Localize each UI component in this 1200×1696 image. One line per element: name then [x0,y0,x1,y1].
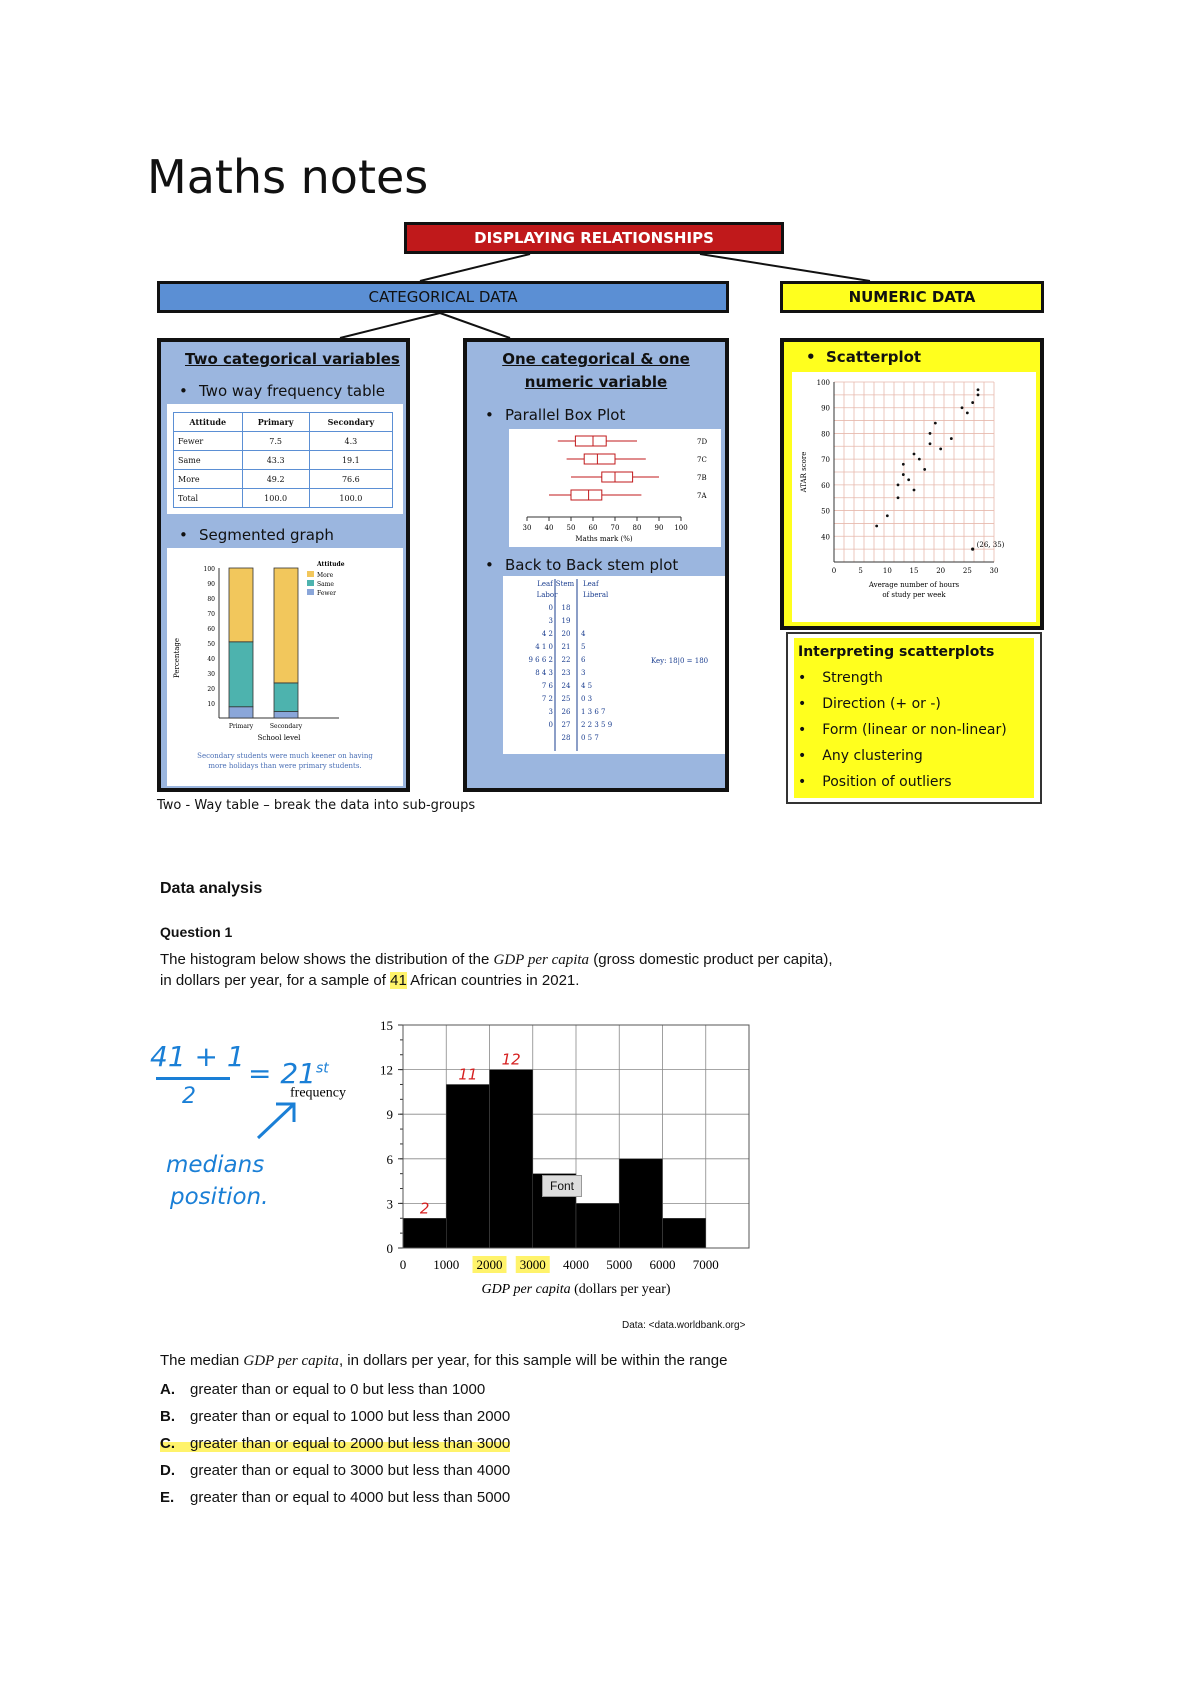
question-text-1-italic: GDP per capita [493,952,590,968]
scatter-point [897,483,900,486]
box-tick-label: 80 [632,524,642,532]
stem-key: Key: 18|0 = 180 [651,657,709,665]
scatter-y-tick: 50 [821,507,830,516]
scatter-x-tick: 30 [989,567,999,575]
interpreting-item-text: Form (linear or non-linear) [822,722,1007,738]
scatter-y-tick: 90 [821,404,830,413]
section-heading: Data analysis [160,880,263,897]
seg-y-tick: 80 [207,596,215,603]
stem-right-leaf: 3 [581,669,586,677]
stem-value: 23 [561,669,571,677]
hist-bar [403,1218,446,1248]
interpreting-item [798,748,923,764]
box-body [575,436,606,446]
scatter-point [977,393,980,396]
box-body [571,490,602,500]
box-body [602,472,633,482]
segmented-graph-box [167,548,403,786]
parallel-box-plot [509,429,721,547]
hist-x-label-italic: GDP per capita [481,1282,571,1297]
scatter-point [950,437,953,440]
seg-x-tick: Secondary [269,723,303,730]
seg-x-tick: Primary [228,723,254,730]
seg-y-label: Percentage [173,637,181,679]
hist-x-tick: 2000 [476,1257,503,1272]
scatter-y-tick: 80 [821,430,830,439]
seg-y-tick: 90 [207,581,215,588]
seg-x-label: School level [257,734,301,742]
frequency-table [173,412,393,508]
hist-x-tick: 4000 [563,1257,589,1272]
box-tick-label: 50 [566,524,576,532]
scatter-annotation: (26, 35) [976,541,1005,550]
seg-legend-label: Same [317,581,334,588]
hist-bar [663,1218,706,1248]
scatter-point [902,463,905,466]
table-header-cell: Secondary [309,413,392,432]
option-text: greater than or equal to 2000 but less than 3000 [190,1435,511,1452]
two-categorical-title: Two categorical variables [185,350,400,368]
scatter-point [929,442,932,445]
table-header-cell: Attitude [174,413,243,432]
hist-y-tick: 3 [386,1196,393,1212]
table-cell: 43.3 [242,451,309,470]
highlight-41: 41 [390,972,407,989]
hist-handwritten-count: 2 [419,1199,430,1218]
stem-header: Leaf [583,580,599,588]
scatter-point [913,489,916,492]
scatter-point [929,432,932,435]
scatter-x-tick: 15 [909,567,919,575]
stem-right-leaf: 0 5 7 [581,734,599,742]
box-plot-box [509,429,721,547]
seg-bar-same [229,642,253,707]
interpreting-inner [794,638,1034,798]
seg-y-tick: 60 [207,626,215,633]
stem-left-leaf: 8 4 3 [535,669,553,677]
table-cell: More [174,470,243,489]
scatter-x-tick: 0 [831,567,837,575]
box-group-label: 7B [697,474,707,482]
interpreting-item [798,670,883,686]
seg-legend-label: More [317,572,334,579]
hist-bar [490,1070,533,1248]
box-tick-label: 60 [588,524,598,532]
seg-caption-1: Secondary students were much keener on having [197,752,373,760]
scatter-point [902,473,905,476]
scatter-point [907,478,910,481]
scatter-y-tick: 60 [821,481,830,490]
interpreting-item-text: Strength [822,670,883,686]
scatter-y-tick: 70 [821,456,830,465]
stem-left-leaf: 0 [548,604,553,612]
hist-x-tick: 6000 [649,1257,676,1272]
bullet-dot: • [798,696,807,712]
table-cell: 19.1 [309,451,392,470]
stem-left-leaf: 0 [548,721,553,729]
stem-value: 22 [561,656,571,664]
hist-y-tick: 15 [380,1018,393,1033]
stem-header: Leaf [537,580,553,588]
table-row [174,489,393,508]
scatter-x-tick: 25 [962,567,972,575]
hist-bar [619,1159,662,1248]
stem-left-leaf: 9 6 6 2 [528,656,553,664]
scatterplot-box [792,372,1036,622]
option-letter: C. [160,1435,175,1452]
handwritten-result-text: = 21 [248,1057,316,1090]
seg-y-tick: 100 [203,566,215,573]
scatterplot-panel [780,338,1044,630]
scatter-point [875,525,878,528]
stem-right-leaf: 4 5 [581,682,593,690]
hist-handwritten-count: 11 [458,1065,478,1084]
scatter-point [913,453,916,456]
scatter-x-tick: 5 [858,567,863,575]
stem-value: 20 [561,630,571,638]
seg-bar-same [274,683,298,712]
stem-value: 24 [561,682,571,690]
scatter-y-tick: 40 [821,533,830,542]
seg-y-tick: 50 [207,641,215,648]
stem-header: Stem [555,580,575,588]
table-row [174,451,393,470]
seg-y-tick: 10 [207,701,215,708]
stem-right-leaf: 5 [581,643,586,651]
hist-x-tick: 7000 [692,1257,719,1272]
stem-right-leaf: 1 3 6 7 [581,708,606,716]
parallel-box-plot-bullet: • Parallel Box Plot [505,406,625,424]
frequency-table-box [167,404,403,514]
stem-value: 25 [561,695,571,703]
hist-handwritten-count: 12 [501,1050,521,1069]
stem-left-leaf: 3 [548,617,553,625]
scatter-point [977,388,980,391]
handwritten-arrow [250,1094,310,1146]
interpreting-item [798,696,941,712]
hist-x-tick: 3000 [519,1257,546,1272]
seg-bar-more [229,568,253,642]
scatterplot [792,372,1036,622]
seg-legend-swatch [307,571,314,577]
categorical-data-header: CATEGORICAL DATA [157,281,729,313]
one-categorical-title-2: numeric variable [524,373,668,391]
table-cell: Same [174,451,243,470]
answer-option[interactable] [160,1408,510,1425]
stem-right-leaf: 2 2 3 5 9 [581,721,613,729]
table-cell: 49.2 [242,470,309,489]
stem-plot-box [503,576,725,754]
bullet-dot: • [798,774,807,790]
data-source: Data: <data.worldbank.org> [622,1320,746,1331]
stem-left-leaf: 4 2 [541,630,553,638]
option-text: greater than or equal to 3000 but less than 4000 [190,1462,511,1479]
option-letter: A. [160,1381,175,1398]
one-categorical-panel [463,338,729,792]
question-stem-pre: The median [160,1352,244,1369]
scatter-point [897,496,900,499]
scatter-y-label: ATAR score [800,451,808,493]
seg-y-tick: 30 [207,671,215,678]
stem-right-leaf: 0 3 [581,695,593,703]
interpreting-item-text: Any clustering [822,748,923,764]
box-group-label: 7D [697,438,708,446]
table-cell: Total [174,489,243,508]
two-way-table-bullet: • Two way frequency table [199,382,385,400]
scatter-x-tick: 20 [936,567,946,575]
interpreting-item-text: Position of outliers [822,774,952,790]
answer-option[interactable] [160,1489,510,1506]
scatter-point [923,468,926,471]
hist-bar [446,1084,489,1248]
question-stem [160,1352,727,1370]
option-letter: D. [160,1462,175,1479]
seg-caption-2: more holidays than were primary students. [208,762,362,770]
seg-bar-fewer [274,712,298,718]
scatter-point [934,422,937,425]
question-text-line2 [160,972,579,989]
stem-right-leaf: 6 [581,656,586,664]
seg-y-tick: 40 [207,656,215,663]
question-text-1-pre: The histogram below shows the distribution of the [160,951,494,968]
scatter-point [886,514,889,517]
seg-y-tick: 20 [207,686,215,693]
seg-legend-title: Attitude [317,561,345,568]
scatter-x-label-2: of study per week [882,591,946,599]
box-tick-label: 90 [654,524,664,532]
hist-y-tick: 0 [386,1241,393,1256]
seg-bar-fewer [229,707,253,718]
scatter-x-label-1: Average number of hours [868,581,960,589]
option-letter: E. [160,1489,175,1506]
stem-value: 27 [561,721,571,729]
displaying-relationships-header: DISPLAYING RELATIONSHIPS [404,222,784,254]
seg-bar-more [274,568,298,683]
segmented-graph-bullet: • Segmented graph [199,526,334,544]
hist-x-tick: 5000 [606,1257,633,1272]
bullet-dot: • [798,670,807,686]
handwritten-position: position. [170,1184,269,1210]
box-tick-label: 70 [610,524,620,532]
relationships-diagram [0,0,1200,820]
stem-value: 18 [561,604,571,612]
table-header-row [174,413,393,432]
hist-y-tick: 9 [386,1107,393,1123]
question-text-line1 [160,951,833,969]
interpreting-title: Interpreting scatterplots [798,644,995,660]
box-group-label: 7A [697,492,707,500]
question-stem-post: , in dollars per year, for this sample will be within the range [338,1352,728,1369]
option-text: greater than or equal to 1000 but less than 2000 [190,1408,511,1425]
answer-option[interactable] [160,1381,485,1398]
table-cell: 76.6 [309,470,392,489]
answer-option[interactable] [160,1435,510,1452]
cutoff-caption [157,798,577,813]
two-categorical-panel [157,338,410,792]
question-text-2-post: African countries in 2021. [406,972,580,989]
table-cell: 4.3 [309,432,392,451]
scatter-x-tick: 10 [882,567,892,575]
stem-value: 21 [561,643,571,651]
hist-y-tick: 6 [386,1151,393,1167]
stem-right-leaf: 4 [581,630,586,638]
handwritten-superscript: st [316,1060,329,1077]
table-row [174,432,393,451]
handwritten-denominator: 2 [182,1084,196,1109]
option-letter: B. [160,1408,175,1425]
table-cell: 100.0 [309,489,392,508]
font-tooltip[interactable]: Font [542,1175,582,1197]
stem-sub: Liberal [583,591,609,599]
box-x-label: Maths mark (%) [575,535,633,543]
table-header-cell: Primary [242,413,309,432]
scatter-point [961,406,964,409]
stem-left-leaf: 7 6 [541,682,553,690]
box-group-label: 7C [697,456,707,464]
box-tick-label: 40 [544,524,554,532]
hist-bar [576,1203,619,1248]
stem-left-leaf: 3 [548,708,553,716]
stem-left-leaf: 4 1 0 [535,643,553,651]
question-text-1-post: (gross domestic product per capita), [589,951,833,968]
scatter-outlier [971,548,974,551]
stem-left-leaf: 7 2 [541,695,553,703]
one-categorical-title-1: One categorical & one [502,350,690,368]
option-text: greater than or equal to 0 but less than 1000 [190,1381,486,1398]
stem-plot-bullet: • Back to Back stem plot [505,556,678,574]
seg-legend-swatch [307,589,314,595]
interpreting-item [798,722,1007,738]
stem-value: 28 [561,734,571,742]
box-tick-label: 100 [674,524,688,532]
scatter-point [971,401,974,404]
hist-y-label: frequency [290,1085,346,1101]
scatterplot-bullet: • Scatterplot [826,348,921,366]
hist-x-tick: 0 [399,1257,407,1272]
seg-legend-swatch [307,580,314,586]
box-tick-label: 30 [522,524,532,532]
stem-sub: Labor [536,591,558,599]
table-cell: Fewer [174,432,243,451]
table-cell: 100.0 [242,489,309,508]
question-stem-italic: GDP per capita [243,1353,339,1369]
handwritten-result [248,1057,329,1090]
stem-value: 26 [561,708,571,716]
scatter-y-tick: 100 [816,379,830,387]
bullet-dot: • [798,722,807,738]
table-row [174,470,393,489]
seg-legend-label: Fewer [317,590,336,597]
hist-x-label [481,1282,670,1297]
hist-x-tick: 1000 [433,1257,460,1272]
handwritten-numerator: 41 + 1 [150,1040,245,1073]
scatter-point [939,447,942,450]
handwritten-medians: medians [166,1152,265,1178]
bullet-dot: • [798,748,807,764]
answer-option[interactable] [160,1462,510,1479]
page-title: Maths notes [147,150,429,204]
interpreting-item [798,774,952,790]
table-cell: 7.5 [242,432,309,451]
back-to-back-stem-plot [503,576,725,754]
interpreting-item-text: Direction (+ or -) [822,696,941,712]
question-number: Question 1 [160,924,233,940]
cutoff-caption-text: Two - Way table – break the data into sub-groups [157,798,476,813]
box-body [584,454,615,464]
segmented-graph [167,548,403,786]
scatter-point [966,411,969,414]
interpreting-panel [786,632,1042,804]
stem-value: 19 [561,617,571,625]
option-text: greater than or equal to 4000 but less than 5000 [190,1489,511,1506]
numeric-data-header: NUMERIC DATA [780,281,1044,313]
seg-y-tick: 70 [207,611,215,618]
question-text-2-pre: in dollars per year, for a sample of [160,972,391,989]
scatter-point [918,458,921,461]
handwritten-fraction-bar [156,1077,230,1080]
hist-x-label-rest: (dollars per year) [570,1282,671,1297]
hist-y-tick: 12 [380,1062,393,1078]
